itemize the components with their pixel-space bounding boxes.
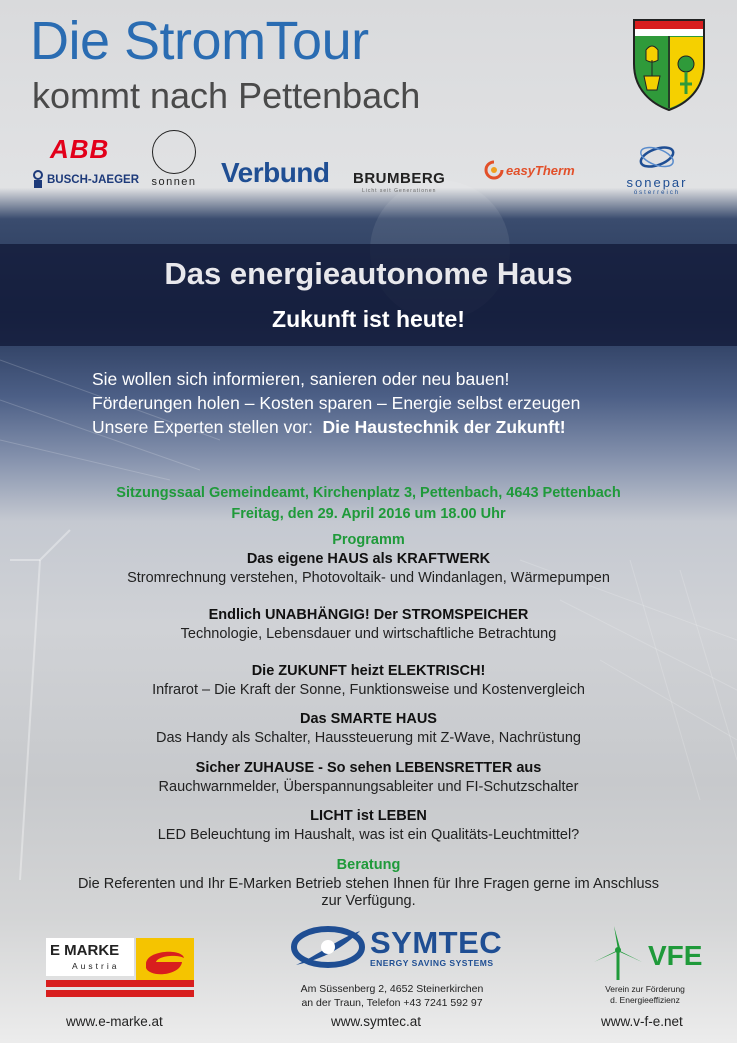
beratung-line-1: Die Referenten und Ihr E-Marken Betrieb stehen Ihnen für Ihre Fragen gerne im Anschluss (77, 876, 660, 892)
emarke-e-icon (136, 938, 194, 986)
verbund-logo: Verbund (221, 157, 330, 188)
sonepar-logo (612, 144, 702, 196)
event-location: Sitzungssaal Gemeindeamt, Kirchenplatz 3, Pettenbach, 4643 Pettenbach (116, 485, 621, 501)
wind-turbine-icon (590, 924, 646, 982)
banner-headline: Das energieautonome Haus (164, 256, 573, 291)
pettenbach-crest-icon (630, 16, 708, 112)
sonnen-logo (148, 130, 200, 188)
intro-line-3-highlight: Die Haustechnik der Zukunft! (322, 417, 566, 437)
intro-line-2: Förderungen holen – Kosten sparen – Energie selbst erzeugen (92, 393, 581, 413)
program-item-desc: Infrarot – Die Kraft der Sonne, Funktionsweise und Kostenvergleich (152, 682, 585, 698)
program-item-desc: LED Beleuchtung im Haushalt, was ist ein Qualitäts-Leuchtmittel? (157, 827, 580, 843)
symtec-address-line-1: Am Süssenberg 2, 4652 Steinerkirchen (300, 983, 484, 995)
symtec-url-link[interactable]: www.symtec.at (331, 1014, 422, 1029)
emarke-stripe (46, 990, 194, 997)
vfe-subtitle-line-1: Verein zur Förderung (605, 984, 685, 994)
program-item-desc: Das Handy als Schalter, Haussteuerung mit Z-Wave, Nachrüstung (156, 730, 581, 746)
symtec-address-line-2: an der Traun, Telefon +43 7241 592 97 (301, 997, 483, 1009)
intro-text (92, 367, 580, 439)
program-item-title: Endlich UNABHÄNGIG! Der STROMSPEICHER (208, 607, 529, 623)
brumberg-tagline: Licht seit Generationen (361, 188, 437, 194)
banner-subheadline: Zukunft ist heute! (272, 306, 465, 332)
page-title: Die StromTour (30, 11, 369, 71)
event-date: Freitag, den 29. April 2016 um 18.00 Uhr (231, 506, 506, 522)
emarke-stripe (46, 980, 194, 987)
page-subtitle: kommt nach Pettenbach (32, 75, 421, 116)
emarke-logo (46, 938, 194, 1006)
vfe-subtitle-line-2: d. Energieeffizienz (610, 995, 680, 1005)
easytherm-swirl-icon (484, 160, 504, 180)
busch-jaeger-text: BUSCH-JAEGER (47, 174, 140, 186)
emarke-title: E MARKE (50, 942, 120, 959)
beratung-line-2: zur Verfügung. (321, 893, 416, 909)
program-item-title: LICHT ist LEBEN (310, 808, 427, 824)
program-item-desc: Technologie, Lebensdauer und wirtschaftliche Betrachtung (180, 626, 557, 642)
easytherm-text: easyTherm (506, 162, 575, 178)
intro-line-1: Sie wollen sich informieren, sanieren oder neu bauen! (92, 369, 510, 389)
program-item-title: Die ZUKUNFT heizt ELEKTRISCH! (251, 663, 486, 679)
symtec-tagline: ENERGY SAVING SYSTEMS (370, 958, 494, 968)
emarke-square (136, 938, 194, 986)
beratung-heading: Beratung (336, 857, 401, 873)
sonepar-subtext: österreich (633, 190, 681, 196)
brumberg-logo (353, 170, 445, 194)
sonepar-orbit-icon (637, 144, 677, 170)
sonepar-text: sonepar (626, 175, 688, 190)
vfe-name: VFE (648, 940, 703, 971)
program-item-desc: Stromrechnung verstehen, Photovoltaik- und Windanlagen, Wärmepumpen (127, 570, 610, 586)
intro-line-3 (92, 415, 580, 439)
symtec-name: SYMTEC (370, 925, 503, 960)
brumberg-text: BRUMBERG (353, 170, 446, 187)
program-item-desc: Rauchwarnmelder, Überspannungsableiter und FI-Schutzschalter (158, 779, 579, 795)
busch-jaeger-icon (32, 170, 44, 190)
emarke-subtitle: Austria (72, 961, 120, 971)
vfe-logo (590, 924, 703, 982)
sonnen-text: sonnen (151, 176, 197, 188)
intro-line-3-prefix: Unsere Experten stellen vor: (92, 417, 313, 437)
program-item-title: Das SMARTE HAUS (300, 711, 437, 727)
symtec-swoosh-icon (288, 925, 366, 970)
program-item-title: Das eigene HAUS als KRAFTWERK (246, 551, 491, 567)
vfe-subtitle (590, 984, 700, 1006)
busch-jaeger-logo (32, 170, 139, 190)
program-item-title: Sicher ZUHAUSE - So sehen LEBENSRETTER aus (195, 760, 542, 776)
easytherm-logo (484, 160, 575, 180)
program-heading: Programm (332, 532, 405, 548)
vfe-url-link[interactable]: www.v-f-e.net (601, 1014, 683, 1029)
emarke-url-link[interactable]: www.e-marke.at (66, 1014, 163, 1029)
symtec-address (260, 982, 524, 1010)
symtec-logo (288, 925, 503, 970)
sonnen-ring-icon (152, 130, 196, 174)
abb-logo: ABB (50, 134, 110, 164)
